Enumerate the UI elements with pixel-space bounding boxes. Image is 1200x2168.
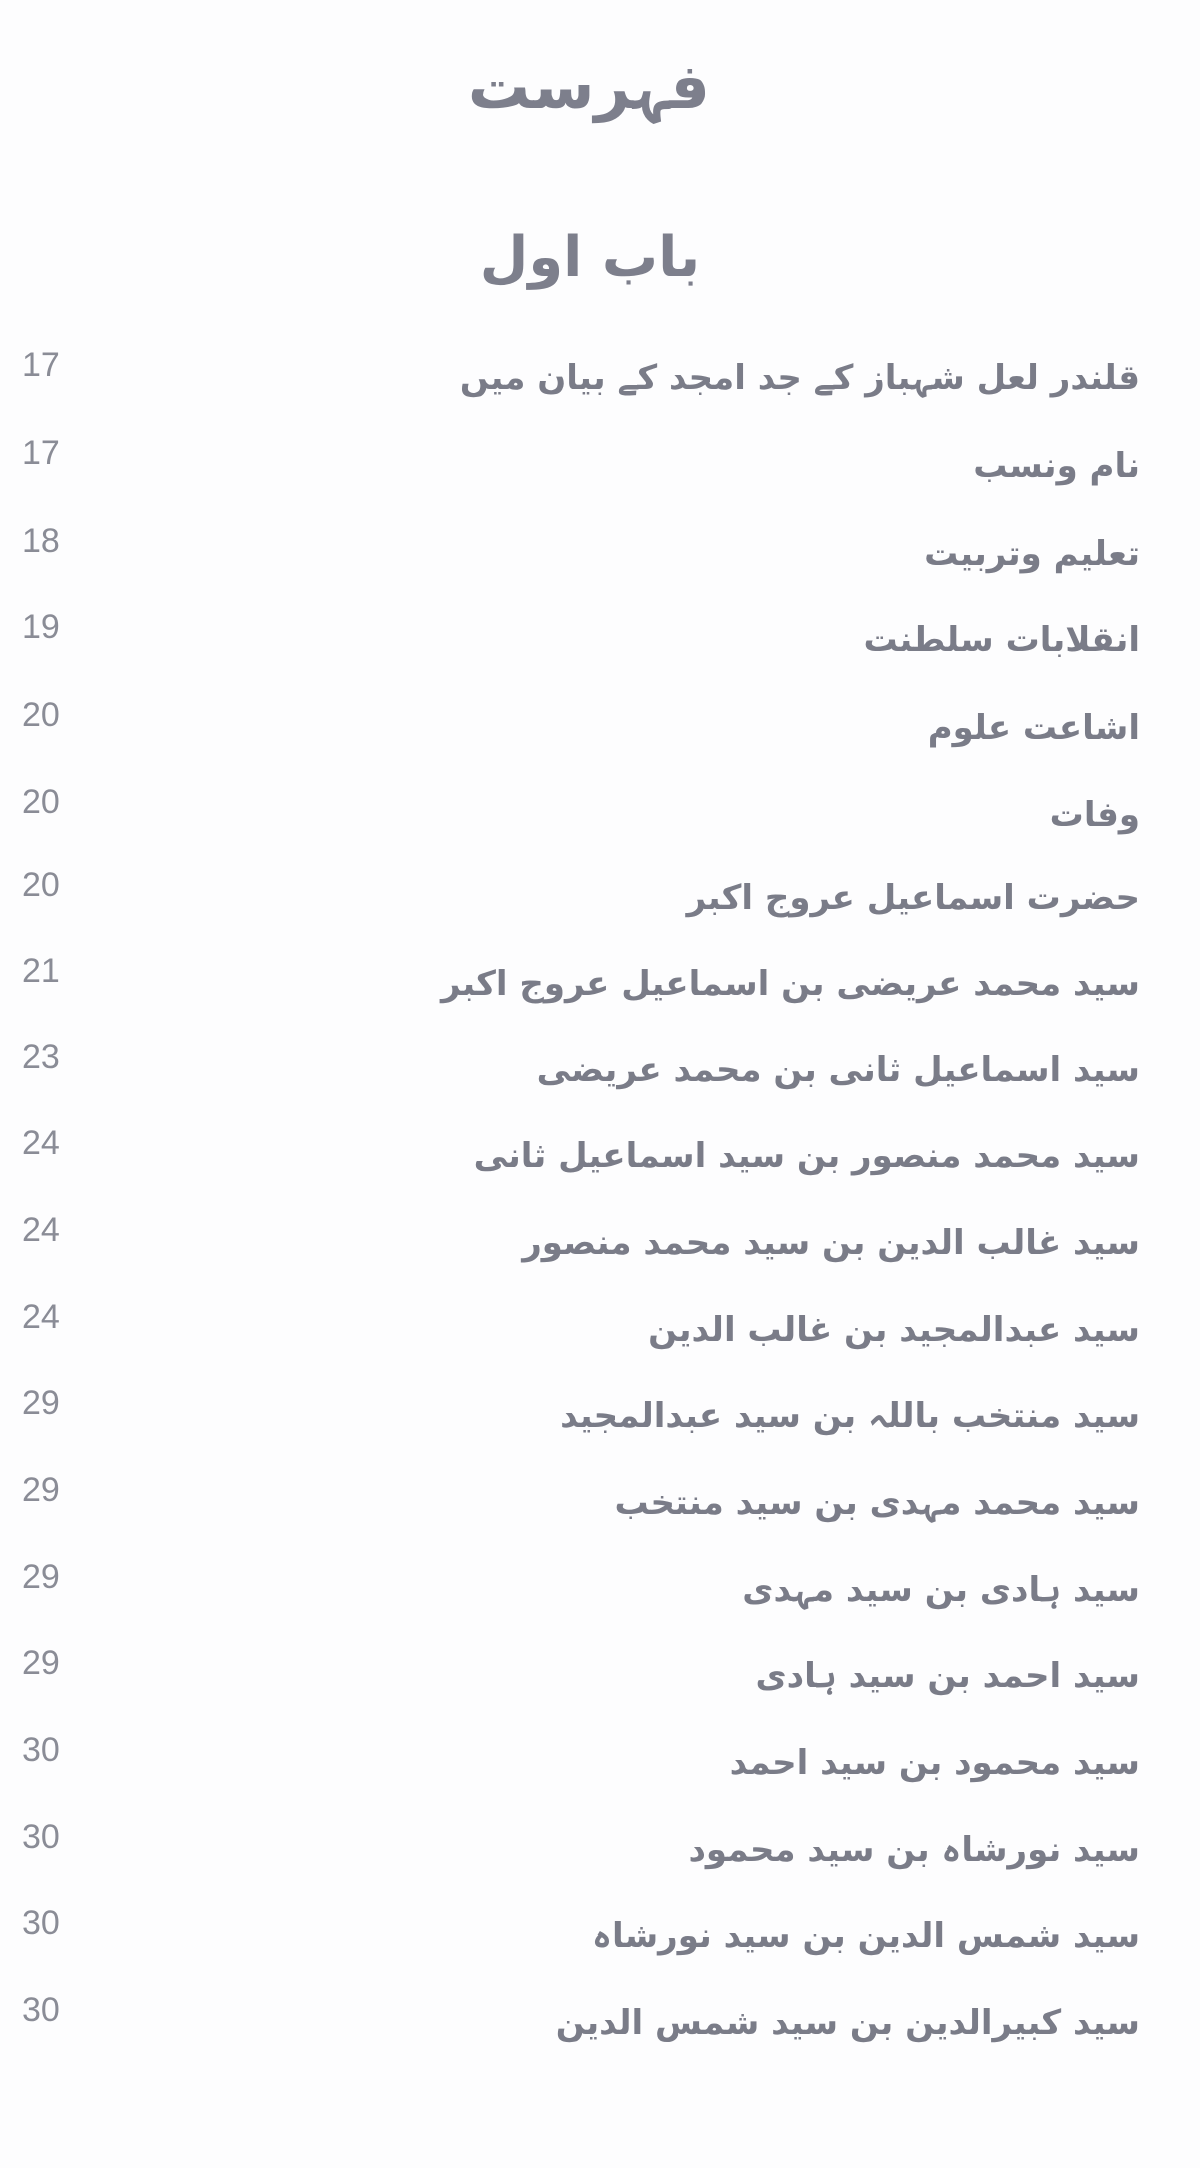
toc-entry — [0, 695, 1200, 755]
toc-entry — [0, 607, 1200, 667]
page-number: 17 — [22, 434, 60, 472]
toc-entry — [0, 1730, 1200, 1790]
toc-entry — [0, 951, 1200, 1011]
page-title: فہرست — [467, 50, 710, 123]
entry-title: سید محمد عریضی بن اسماعیل عروج اکبر — [441, 964, 1140, 1004]
page-number: 29 — [22, 1384, 60, 1422]
page-number: 24 — [22, 1211, 60, 1249]
entry-title: حضرت اسماعیل عروج اکبر — [686, 878, 1140, 918]
page-number: 24 — [22, 1124, 60, 1162]
chapter-title: باب اول — [479, 225, 701, 290]
page-number: 17 — [22, 346, 60, 384]
toc-entry — [0, 782, 1200, 842]
page-number: 24 — [22, 1298, 60, 1336]
entry-title: سید کبیرالدین بن سید شمس الدین — [555, 2003, 1140, 2043]
entry-title: قلندر لعل شہباز کے جد امجد کے بیان میں — [459, 358, 1140, 398]
toc-entry — [0, 1557, 1200, 1617]
page-number: 21 — [22, 952, 60, 990]
toc-entry — [0, 1903, 1200, 1963]
entry-title: سید عبدالمجید بن غالب الدین — [648, 1310, 1140, 1350]
page-number: 19 — [22, 608, 60, 646]
page-number: 20 — [22, 696, 60, 734]
toc-entry — [0, 1817, 1200, 1877]
page-number: 29 — [22, 1558, 60, 1596]
entry-title: سید احمد بن سید ہادی — [755, 1656, 1140, 1696]
toc-entry — [0, 1297, 1200, 1357]
entry-title: سید محمد منصور بن سید اسماعیل ثانی — [473, 1136, 1140, 1176]
toc-entry — [0, 1470, 1200, 1530]
entry-title: انقلابات سلطنت — [863, 620, 1140, 660]
page-number: 30 — [22, 1991, 60, 2029]
entry-title: سید شمس الدین بن سید نورشاہ — [592, 1916, 1140, 1956]
toc-entry — [0, 345, 1200, 405]
page-number: 20 — [22, 783, 60, 821]
page-number: 29 — [22, 1644, 60, 1682]
entry-title: سید اسماعیل ثانی بن محمد عریضی — [536, 1050, 1140, 1090]
entry-title: اشاعت علوم — [927, 708, 1140, 748]
page-number: 20 — [22, 866, 60, 904]
page-number: 29 — [22, 1471, 60, 1509]
entry-title: نام ونسب — [973, 446, 1140, 486]
toc-entry — [0, 1643, 1200, 1703]
page-number: 23 — [22, 1038, 60, 1076]
toc-entry — [0, 1037, 1200, 1097]
entry-title: سید منتخب باللہ بن سید عبدالمجید — [560, 1396, 1140, 1436]
entry-title: سید نورشاہ بن سید محمود — [688, 1830, 1140, 1870]
entry-title: سید ہادی بن سید مہدی — [742, 1570, 1140, 1610]
toc-entry — [0, 433, 1200, 493]
page-number: 30 — [22, 1731, 60, 1769]
entry-title: تعلیم وتربیت — [924, 534, 1140, 574]
entry-title: سید محمود بن سید احمد — [729, 1743, 1140, 1783]
toc-entry — [0, 521, 1200, 581]
toc-entry — [0, 1383, 1200, 1443]
toc-entry — [0, 1123, 1200, 1183]
page-number: 30 — [22, 1818, 60, 1856]
page-number: 30 — [22, 1904, 60, 1942]
entry-title: سید غالب الدین بن سید محمد منصور — [522, 1223, 1140, 1263]
entry-title: وفات — [1049, 795, 1140, 835]
toc-entry — [0, 865, 1200, 925]
entry-title: سید محمد مہدی بن سید منتخب — [614, 1483, 1140, 1523]
toc-entry — [0, 1210, 1200, 1270]
toc-entry — [0, 1990, 1200, 2050]
page-number: 18 — [22, 522, 60, 560]
